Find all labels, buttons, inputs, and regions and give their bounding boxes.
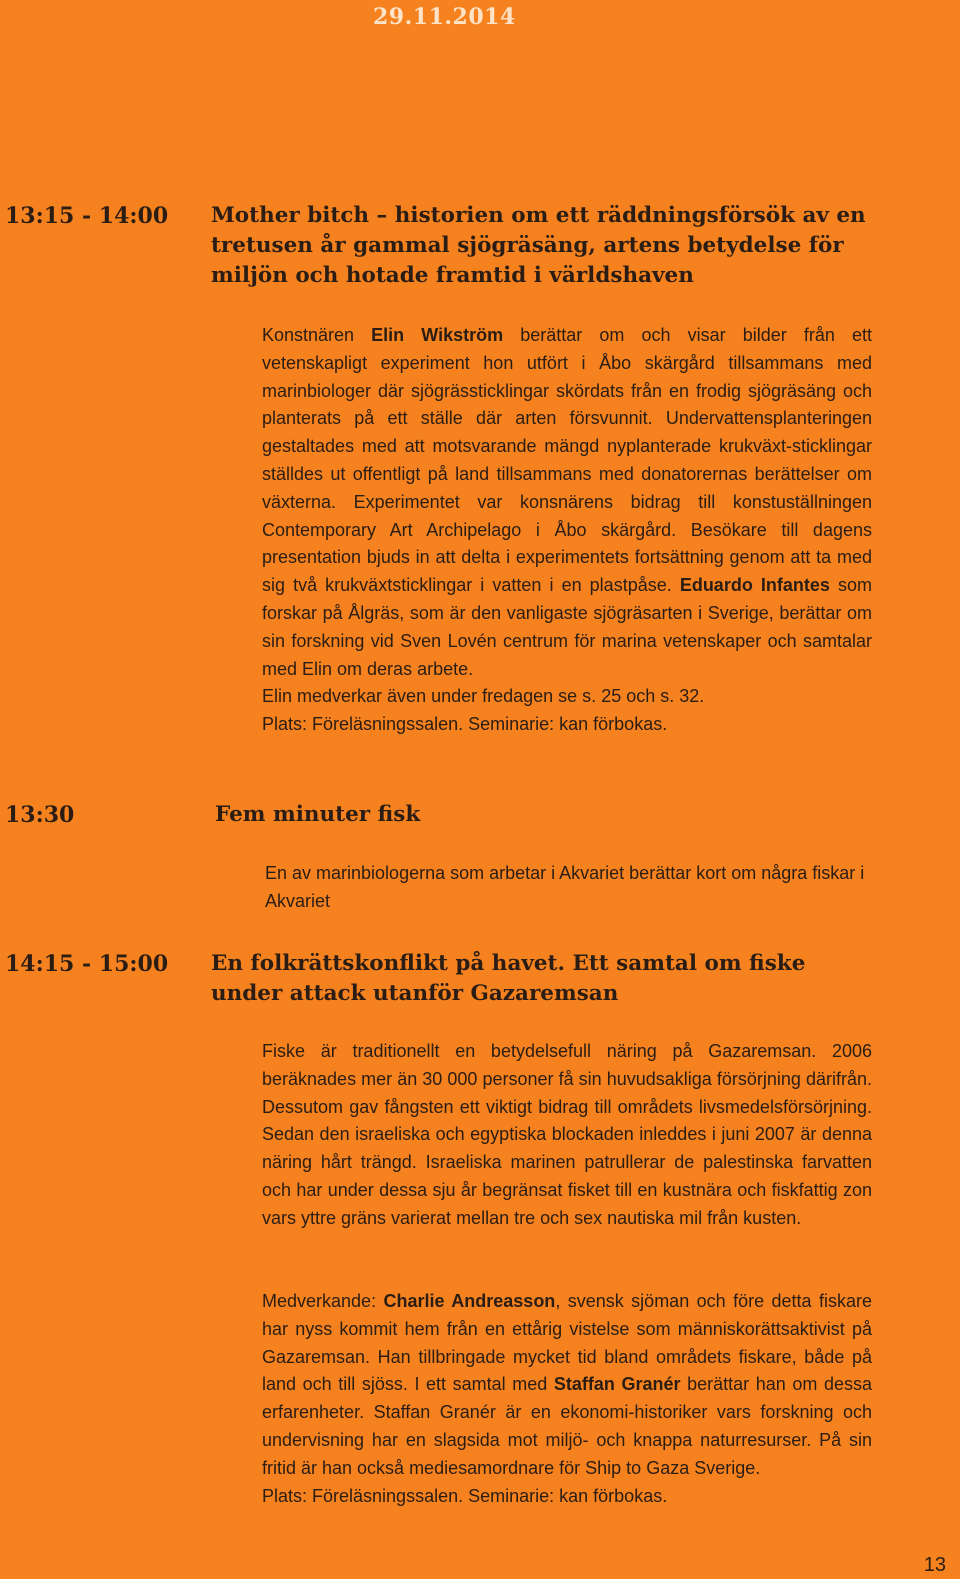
venue-info: Plats: Föreläsningssalen. Seminarie: kan förbokas.: [262, 1485, 668, 1506]
event-title: Fem minuter fisk: [215, 802, 421, 827]
event-title: En folkrättskonflikt på havet. Ett samtal om fiske under attack utanför Gazaremsan: [211, 951, 806, 1006]
event-description: [262, 1038, 872, 1233]
event-time: 13:30: [5, 802, 75, 828]
person-name: Charlie Andreasson: [383, 1291, 556, 1311]
description-paragraph: Fiske är traditionellt en betydelsefull näring på Gazaremsan. 2006 beräknades mer än 30 000 personer få sin huvudsakliga försörjning därifrån. Dessutom gav fångsten ett viktigt bidrag till områdets livsmedelsförsörjning. Sedan den israeliska och egyptiska blockaden inleddes i juni 2007 är denna näring hårt trängd. Israeliska marinen patrullerar de palestinska farvatten och har under dessa sju år begränsat fisket till en kustnära och fiskfattig zon vars yttre gräns varierat mellan tre och sex nautiska mil från kusten.: [262, 1041, 872, 1228]
event-time: 14:15 - 15:00: [5, 951, 169, 977]
cross-reference: Elin medverkar även under fredagen se s. 25 och s. 32.: [262, 686, 705, 707]
event-time: 13:15 - 14:00: [5, 203, 169, 229]
person-name: Eduardo Infantes: [679, 575, 830, 596]
person-name: Staffan Granér: [553, 1374, 681, 1395]
description-paragraph: En av marinbiologerna som arbetar i Akvariet berättar kort om några fiskar i Akvariet: [265, 863, 865, 911]
event-description: [262, 322, 872, 739]
venue-info: Plats: Föreläsningssalen. Seminarie: kan förbokas.: [262, 714, 668, 735]
description-paragraph: Konstnären Elin Wikström berättar om och visar bilder från ett vetenskapligt experiment hon utfört i Åbo skärgård tillsammans med marinbiologer där sjögrässticklingar skördats från en frodig sjögräsäng och planterats på ett ställe där arten försvunnit. Undervattensplanteringen gestaltades med att motsvarande mängd nyplanterade krukväxt-sticklingar ställdes ut offentligt på land tillsammans med donatorernas berättelser om växterna. Experimentet var konsnärens bidrag till konstuställningen Contemporary Art Archipelago i Åbo skärgård. Besökare till dagens presentation bjuds in att delta i experimentets fortsättning genom att ta med sig två krukväxtsticklingar i vatten i en plastpåse. Eduardo Infantes som forskar på Ålgräs, som är den vanligaste sjögräsarten i Sverige, berättar om sin forskning vid Sven Lovén centrum för marina vetenskaper och samtalar med Elin om deras arbete.: [262, 325, 872, 679]
person-name: Elin Wikström: [371, 325, 504, 345]
event-description: [265, 860, 875, 916]
page-date: 29.11.2014: [373, 4, 516, 30]
event-participants: [262, 1288, 872, 1510]
page-number: 13: [923, 1554, 946, 1576]
event-title: Mother bitch – historien om ett räddningsförsök av en tretusen år gammal sjögräsäng, artens betydelse för miljön och hotade framtid i världshaven: [211, 203, 866, 288]
description-paragraph: Medverkande: Charlie Andreasson, svensk sjöman och före detta fiskare har nyss kommit hem från en ettårig vistelse som människorättsaktivist på Gazaremsan. Han tillbringade mycket tid bland områdets fiskare, både på land och till sjöss. I ett samtal med Staffan Granér berättar han om dessa erfarenheter. Staffan Granér är en ekonomi-historiker vars forskning och undervisning har en slagsida mot miljö- och knappa naturresurser. På sin fritid är han också mediesamordnare för Ship to Gaza Sverige.: [262, 1291, 872, 1478]
